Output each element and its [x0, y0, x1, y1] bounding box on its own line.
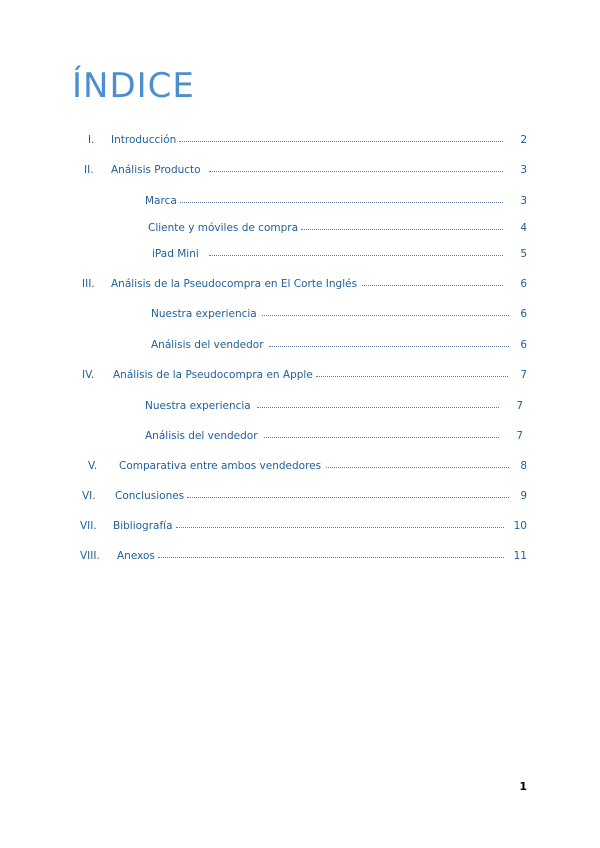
toc-entry-text [152, 246, 511, 262]
toc-leader [269, 339, 509, 347]
toc-leader [264, 430, 499, 438]
toc-leader [176, 520, 504, 528]
toc-number: III. [82, 278, 95, 290]
toc-page-number: 4 [520, 222, 527, 234]
toc-entry-text [115, 488, 517, 504]
toc-number: VIII. [80, 550, 100, 562]
toc-page-number: 3 [520, 164, 527, 176]
toc-leader [362, 278, 503, 286]
toc-leader [326, 460, 509, 468]
toc-entry-text [119, 458, 517, 474]
toc-entry-text [111, 132, 511, 148]
toc-leader [301, 222, 503, 230]
toc-leader [316, 369, 508, 377]
toc-entry-text [113, 367, 516, 383]
toc-title: Nuestra experiencia [151, 308, 257, 320]
toc-page-number: 10 [513, 520, 527, 532]
toc-entry-introduccion[interactable] [0, 132, 600, 148]
toc-entry-text [111, 276, 511, 292]
toc-page-number: 11 [513, 550, 527, 562]
toc-title: iPad Mini [152, 248, 199, 260]
toc-page-number: 7 [516, 430, 523, 442]
toc-page-number: 6 [520, 339, 527, 351]
toc-entry-text [145, 193, 511, 209]
toc-entry-analisis-producto[interactable] [0, 162, 600, 178]
toc-leader [209, 248, 503, 256]
toc-leader [158, 550, 504, 558]
toc-entry-conclusiones[interactable] [0, 488, 600, 504]
toc-page-number: 9 [520, 490, 527, 502]
toc-leader [262, 308, 509, 316]
toc-entry-text [151, 337, 517, 353]
toc-number: II. [84, 164, 94, 176]
toc-page-number: 3 [520, 195, 527, 207]
toc-entry-nuestra-experiencia-2[interactable] [0, 398, 600, 414]
toc-leader [209, 164, 503, 172]
toc-entry-text [151, 306, 517, 322]
toc-title: Conclusiones [115, 490, 185, 502]
page-number: 1 [519, 780, 527, 793]
toc-entry-pseudocompra-corte-ingles[interactable] [0, 276, 600, 292]
toc-entry-analisis-vendedor-2[interactable] [0, 428, 600, 444]
toc-title: Análisis del vendedor [145, 430, 258, 442]
toc-entry-text [145, 428, 507, 444]
toc-entry-analisis-vendedor-1[interactable] [0, 337, 600, 353]
toc-entry-text [145, 398, 507, 414]
toc-number: VI. [82, 490, 96, 502]
page-title: ÍNDICE [72, 66, 195, 106]
toc-entry-bibliografia[interactable] [0, 518, 600, 534]
toc-entry-comparativa[interactable] [0, 458, 600, 474]
toc-page-number: 7 [516, 400, 523, 412]
toc-title: Introducción [111, 134, 177, 146]
toc-page-number: 6 [520, 308, 527, 320]
toc-title: Análisis del vendedor [151, 339, 264, 351]
toc-title: Marca [145, 195, 177, 207]
toc-leader [257, 400, 499, 408]
toc-title: Anexos [117, 550, 155, 562]
toc-entry-text [117, 548, 512, 564]
toc-entry-pseudocompra-apple[interactable] [0, 367, 600, 383]
toc-entry-text [113, 518, 512, 534]
toc-number: V. [88, 460, 98, 472]
toc-page-number: 2 [520, 134, 527, 146]
toc-title: Análisis de la Pseudocompra en El Corte Inglés [111, 278, 358, 290]
toc-page-number: 7 [520, 369, 527, 381]
toc-entry-text [148, 220, 511, 236]
toc-page-number: 8 [520, 460, 527, 472]
toc-title: Análisis Producto [111, 164, 201, 176]
toc-title: Cliente y móviles de compra [148, 222, 299, 234]
toc-entry-cliente-moviles[interactable] [0, 220, 600, 236]
toc-number: VII. [80, 520, 97, 532]
toc-number: I. [88, 134, 95, 146]
toc-title: Nuestra experiencia [145, 400, 251, 412]
toc-entry-nuestra-experiencia-1[interactable] [0, 306, 600, 322]
toc-entry-text [111, 162, 511, 178]
toc-title: Comparativa entre ambos vendedores [119, 460, 322, 472]
toc-title: Análisis de la Pseudocompra en Apple [113, 369, 313, 381]
toc-title: Bibliografía [113, 520, 173, 532]
toc-leader [179, 134, 503, 142]
toc-page-number: 6 [520, 278, 527, 290]
toc-leader [187, 490, 509, 498]
toc-page-number: 5 [520, 248, 527, 260]
toc-entry-anexos[interactable] [0, 548, 600, 564]
toc-leader [180, 195, 503, 203]
toc-entry-marca[interactable] [0, 193, 600, 209]
toc-number: IV. [82, 369, 95, 381]
toc-entry-ipad-mini[interactable] [0, 246, 600, 262]
